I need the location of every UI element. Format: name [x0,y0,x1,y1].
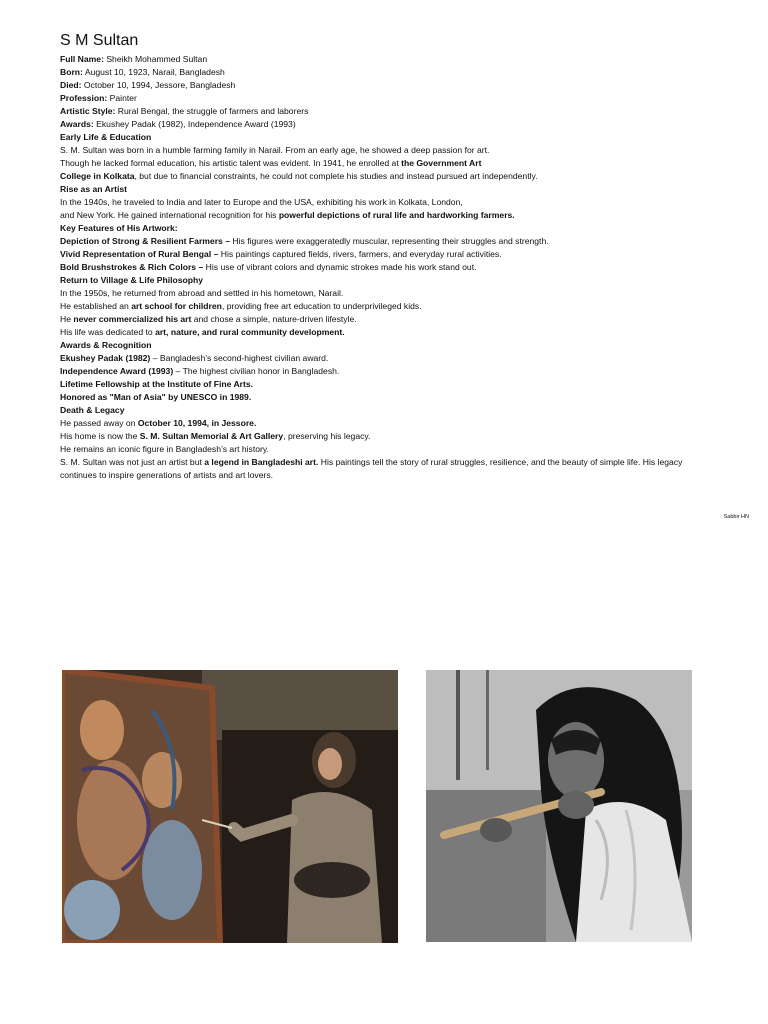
death-paragraph-4: S. M. Sultan was not just an artist but a legend in Bangladeshi art. His paintings tell the story of rural struggles, resilience, and the beauty of simple life. His legacy continues to inspire generations of artists and art lovers. [60,457,683,480]
early-life-paragraph-3: College in Kolkata, but due to financial constraints, he could not complete his studies and instead pursued art independently. [60,171,538,181]
signature: Sabbir HN [723,514,749,520]
artistic-style-label: Artistic Style: [60,106,116,116]
page-title: S M Sultan [60,32,139,49]
artistic-style-value: Rural Bengal, the struggle of farmers and laborers [115,106,309,116]
return-paragraph-1: In the 1950s, he returned from abroad and settled in his hometown, Narail. [60,288,344,298]
feature-item: Vivid Representation of Rural Bengal – His paintings captured fields, rivers, farmers, and everyday rural activities. [60,249,502,259]
early-life-paragraph-2: Though he lacked formal education, his artistic talent was evident. In 1941, he enrolled at the Government Art [60,158,482,168]
document-body [60,53,710,482]
photo-painting-artist [62,670,398,943]
full-name-label: Full Name: [60,54,104,64]
awards-line [60,118,710,131]
death-paragraph-3: He remains an iconic figure in Bangladesh’s art history. [60,444,269,454]
feature-item: Bold Brushstrokes & Rich Colors – His use of vibrant colors and dynamic strokes made his work stand out. [60,262,477,272]
born-label: Born: [60,67,83,77]
section-heading-early-life: Early Life & Education [60,132,152,142]
profession-line [60,92,710,105]
died-value: October 10, 1994, Jessore, Bangladesh [81,80,236,90]
painting-artist-image [62,670,398,943]
born-value: August 10, 1923, Narail, Bangladesh [82,67,225,77]
died-line [60,79,710,92]
section-heading-rise: Rise as an Artist [60,184,128,194]
return-paragraph-3: He never commercialized his art and chose a simple, nature-driven lifestyle. [60,314,357,324]
artistic-style-line [60,105,710,118]
awards-label: Awards: [60,119,94,129]
section-heading-recognition: Awards & Recognition [60,340,152,350]
awards-value: Ekushey Padak (1982), Independence Award (1993) [93,119,296,129]
photo-flute-player [426,670,692,942]
recognition-item: Honored as "Man of Asia" by UNESCO in 1989. [60,392,252,402]
feature-item: Depiction of Strong & Resilient Farmers – His figures were exaggeratedly muscular, representing their struggles and strength. [60,236,549,246]
early-life-paragraph-1: S. M. Sultan was born in a humble farming family in Narail. From an early age, he showed a deep passion for art. [60,145,490,155]
full-name-value: Sheikh Mohammed Sultan [103,54,208,64]
full-name-line [60,53,710,66]
section-heading-features: Key Features of His Artwork: [60,223,178,233]
recognition-item: Independence Award (1993) – The highest civilian honor in Bangladesh. [60,366,340,376]
died-label: Died: [60,80,82,90]
recognition-item: Lifetime Fellowship at the Institute of Fine Arts. [60,379,254,389]
profession-label: Profession: [60,93,108,103]
return-paragraph-2: He established an art school for children, providing free art education to underprivileged kids. [60,301,422,311]
section-heading-death: Death & Legacy [60,405,125,415]
recognition-item: Ekushey Padak (1982) – Bangladesh’s second-highest civilian award. [60,353,329,363]
death-paragraph-1: He passed away on October 10, 1994, in Jessore. [60,418,257,428]
section-heading-return: Return to Village & Life Philosophy [60,275,204,285]
death-paragraph-2: His home is now the S. M. Sultan Memorial & Art Gallery, preserving his legacy. [60,431,371,441]
return-paragraph-4: His life was dedicated to art, nature, and rural community development. [60,327,345,337]
profession-value: Painter [107,93,137,103]
rise-paragraph-1: In the 1940s, he traveled to India and later to Europe and the USA, exhibiting his work in Kolkata, London, [60,197,463,207]
born-line [60,66,710,79]
rise-paragraph-2: and New York. He gained international recognition for his powerful depictions of rural life and hardworking farmers. [60,210,515,220]
flute-player-image [426,670,692,942]
